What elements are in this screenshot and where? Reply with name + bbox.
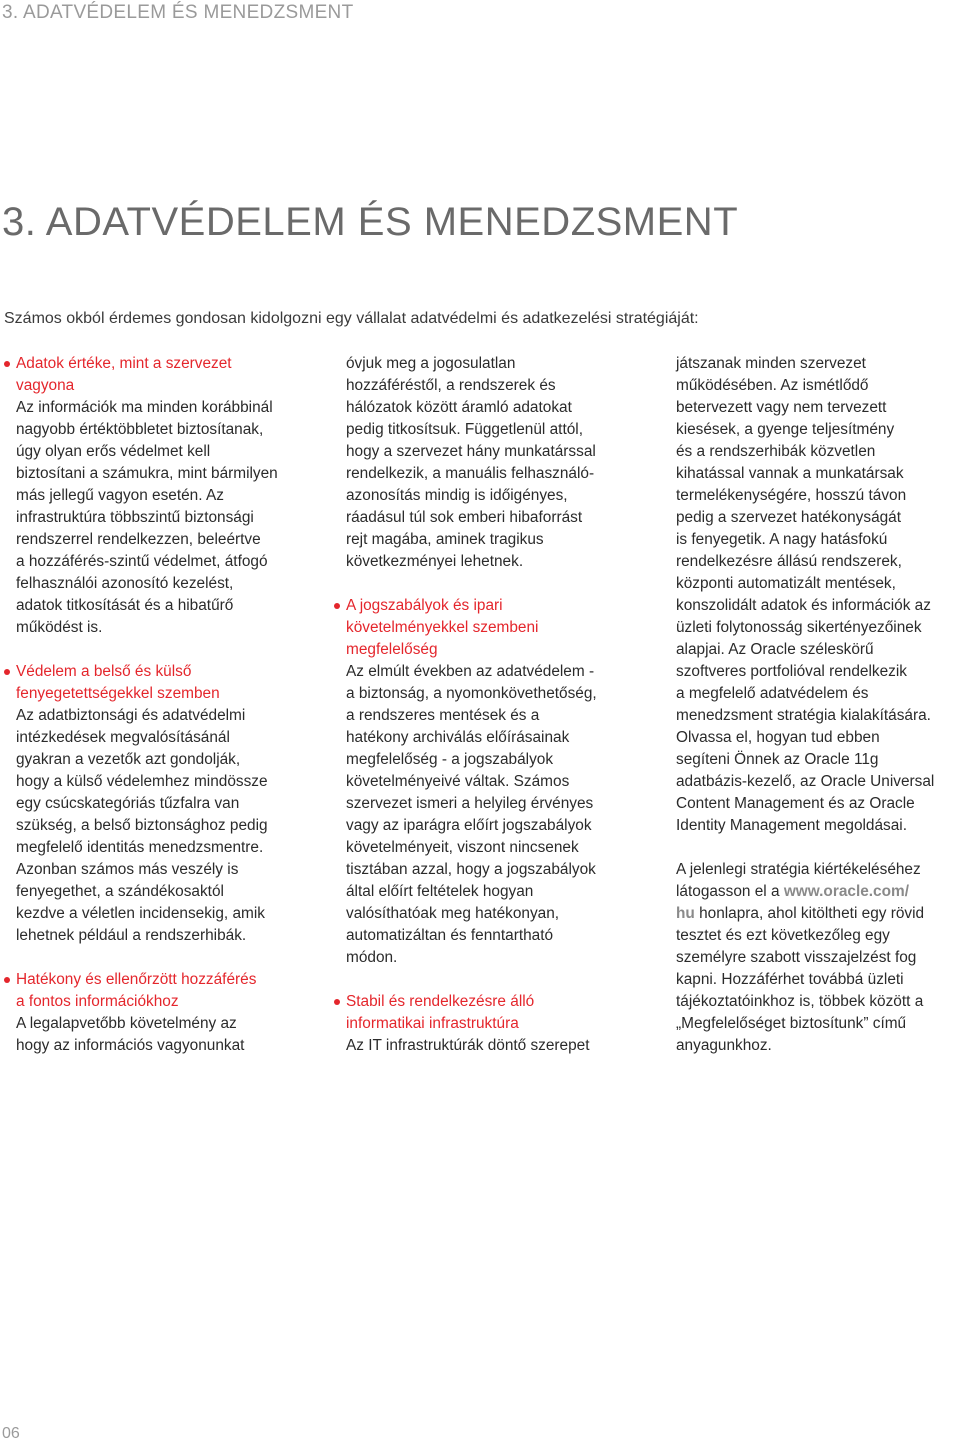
section-body: Az adatbiztonsági és adatvédelmi intézkedések megvalósításánál gyakran a vezetők azt gondolják, hogy a külső védelemhez mindössze egy csúcskategóriás tűzfalra van szükség, a belső biztonsághoz pedig megfelelő identitás menedzsmentre. Azonban számos más veszély is fenyegethet, a szándékosaktól kezdve a véletlen incidensekig, amik lehetnek például a rendszerhibák. — [16, 707, 268, 944]
bullet-icon — [4, 669, 10, 675]
section-compliance — [334, 595, 644, 969]
section-heading: Adatok értéke, mint a szervezet vagyona — [16, 355, 232, 394]
column-2 — [334, 353, 644, 1079]
section-body: A legalapvetőbb követelmény az hogy az információs vagyonunkat — [16, 1015, 245, 1054]
section-body: Az információk ma minden korábbinál nagyobb értéktöbbletet biztosítanak, úgy olyan erős védelmet kell biztosítani a számukra, mint bármilyen más jellegű vagyon esetén. Az infrastruktúra többszintű biztonsági rendszerrel rendelkezzen, beleértve a hozzáférés-szintű védelmet, átfogó felhasználói azonosító kezelést, adatok titkosítását és a hibatűrő működést is. — [16, 399, 278, 636]
section-heading: Védelem a belső és külső fenyegetettségekkel szemben — [16, 663, 220, 702]
section-access-control — [4, 969, 322, 1057]
chapter-title: 3. ADATVÉDELEM ÉS MENEDZSMENT — [2, 200, 739, 244]
closing-text: A jelenlegi stratégia kiértékeléséhez látogasson el a — [676, 861, 921, 900]
section-data-value — [4, 353, 322, 639]
oracle-link[interactable]: www.oracle.com/ hu — [676, 883, 909, 922]
section-body: Az IT infrastruktúrák döntő szerepet — [346, 1037, 590, 1054]
intro-paragraph: Számos okból érdemes gondosan kidolgozni egy vállalat adatvédelmi és adatkezelési stratégiáját: — [4, 310, 699, 327]
continued-paragraph: játszanak minden szervezet működésében. Az ismétlődő betervezett vagy nem tervezett kiesések, a gyenge teljesítmény és a rendszerhibák közvetlen kihatással vannak a munkatársak termelékenységére, hosszú távon pedig a szervezet hatékonyságát is fenyegetik. A nagy hatásfokú rendelkezésre állású rendszerek, központi automatizált mentések, konszolidált adatok és információk az üzleti folytonosság sikertényezőinek alapjai. Az Oracle széleskörű szoftveres portfolióval rendelkezik a megfelelő adatvédelem és menedzsment stratégia kialakítására. Olvassa el, hogyan tud ebben segíteni Önnek az Oracle 11g adatbázis-kezelő, az Oracle Universal Content Management és az Oracle Identity Management megoldásai. — [676, 355, 935, 834]
page-number: 06 — [2, 1425, 20, 1442]
closing-paragraph — [664, 859, 960, 1057]
bullet-icon — [4, 977, 10, 983]
continued-paragraph: óvjuk meg a jogosulatlan hozzáféréstől, a rendszerek és hálózatok között áramló adatokat pedig titkosítsuk. Függetlenül attól, hogy a szervezet hány munkatárssal rendelkezik, a manuális felhasználó- azonosítás mindig is időigényes, ráadásul túl sok emberi hibaforrást rejt magába, aminek tragikus következményei lehetnek. — [346, 355, 596, 570]
section-infrastructure — [334, 991, 644, 1057]
section-threat-protection — [4, 661, 322, 947]
bullet-icon — [334, 999, 340, 1005]
closing-text: honlapra, ahol kitöltheti egy rövid tesztet és ezt következőleg egy személyre szabott visszajelzést fog kapni. Hozzáférhet továbbá üzleti tájékoztatóinkhoz is, többek között a „Megfelelőséget biztosítunk” című anyagunkhoz. — [676, 905, 925, 1054]
section-body: Az elmúlt években az adatvédelem - a biztonság, a nyomonkövethetőség, a rendszeres mentések és a hatékony archiválás előírásainak megfelelőség - a jogszabályok követelményeivé váltak. Számos szervezet ismeri a helyileg érvényes vagy az iparágra előírt jogszabályok követelményeit, viszont nincsenek tisztában azzal, hogy a jogszabályok által előírt feltételek hogyan valósíthatóak meg hatékonyan, automatizáltan és fenntartható módon. — [346, 663, 597, 966]
section-heading: A jogszabályok és ipari követelményekkel szembeni megfelelőség — [346, 597, 539, 658]
column-3 — [664, 353, 960, 1079]
running-head: 3. ADATVÉDELEM ÉS MENEDZSMENT — [2, 2, 354, 23]
section-heading: Hatékony és ellenőrzött hozzáférés a fontos információkhoz — [16, 971, 257, 1010]
bullet-icon — [334, 603, 340, 609]
section-heading: Stabil és rendelkezésre álló informatikai infrastruktúra — [346, 993, 535, 1032]
column-1 — [4, 353, 322, 1079]
bullet-icon — [4, 361, 10, 367]
